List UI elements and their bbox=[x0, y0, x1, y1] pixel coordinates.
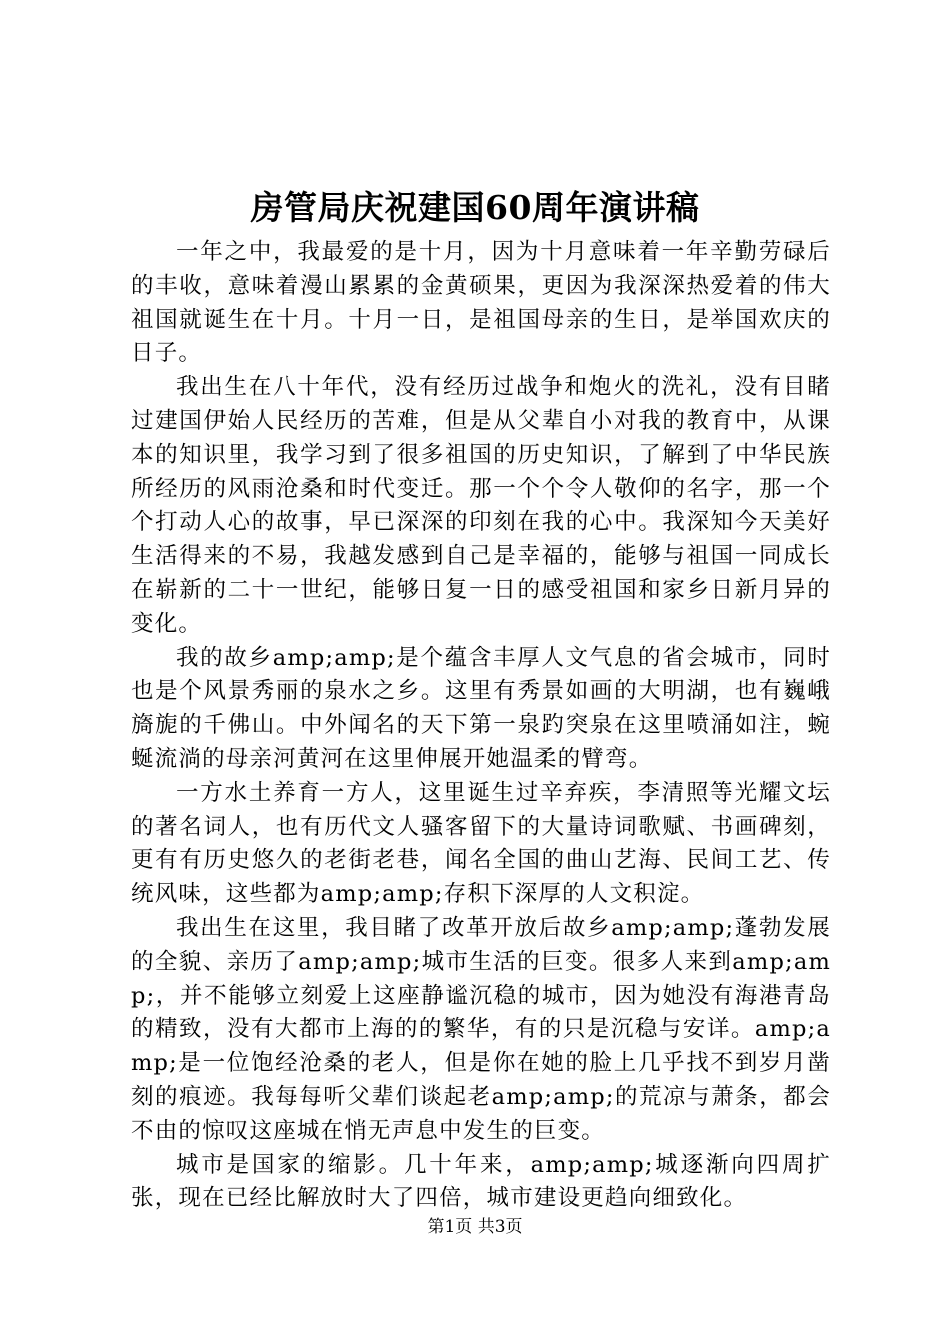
page-footer: 第1页 共3页 bbox=[427, 1217, 523, 1237]
document-body bbox=[131, 236, 831, 1216]
paragraph: 我出生在八十年代，没有经历过战争和炮火的洗礼，没有目睹过建国伊始人民经历的苦难，但是从父辈自小对我的教育中，从课本的知识里，我学习到了很多祖国的历史知识，了解到了中华民族所经历的风雨沧桑和时代变迁。那一个个令人敬仰的名字，那一个个打动人心的故事，早已深深的印刻在我的心中。我深知今天美好生活得来的不易，我越发感到自己是幸福的，能够与祖国一同成长在崭新的二十一世纪，能够日复一日的感受祖国和家乡日新月异的变化。 bbox=[131, 374, 831, 637]
paragraph: 我的故乡amp;amp;是个蕴含丰厚人文气息的省会城市，同时也是个风景秀丽的泉水之乡。这里有秀景如画的大明湖，也有巍峨旖旎的千佛山。中外闻名的天下第一泉趵突泉在这里喷涌如注，蜿蜒流淌的母亲河黄河在这里伸展开她温柔的臂弯。 bbox=[131, 644, 831, 772]
page-title: 房管局庆祝建国60周年演讲稿 bbox=[250, 188, 700, 227]
paragraph: 城市是国家的缩影。几十年来，amp;amp;城逐渐向四周扩张，现在已经比解放时大了四倍，城市建设更趋向细致化。 bbox=[131, 1151, 831, 1212]
paragraph: 我出生在这里，我目睹了改革开放后故乡amp;amp;蓬勃发展的全貌、亲历了amp;amp;城市生活的巨变。很多人来到amp;amp;，并不能够立刻爱上这座静谧沉稳的城市，因为她没有海港青岛的精致，没有大都市上海的的繁华，有的只是沉稳与安详。amp;amp;是一位饱经沧桑的老人，但是你在她的脸上几乎找不到岁月凿刻的痕迹。我每每听父辈们谈起老amp;amp;的荒凉与萧条，都会不由的惊叹这座城在悄无声息中发生的巨变。 bbox=[131, 914, 831, 1144]
paragraph: 一年之中，我最爱的是十月，因为十月意味着一年辛勤劳碌后的丰收，意味着漫山累累的金黄硕果，更因为我深深热爱着的伟大祖国就诞生在十月。十月一日，是祖国母亲的生日，是举国欢庆的日子。 bbox=[131, 239, 831, 367]
paragraph: 一方水土养育一方人，这里诞生过辛弃疾，李清照等光耀文坛的著名词人，也有历代文人骚客留下的大量诗词歌赋、书画碑刻，更有有历史悠久的老街老巷，闻名全国的曲山艺海、民间工艺、传统风味，这些都为amp;amp;存积下深厚的人文积淀。 bbox=[131, 779, 831, 908]
